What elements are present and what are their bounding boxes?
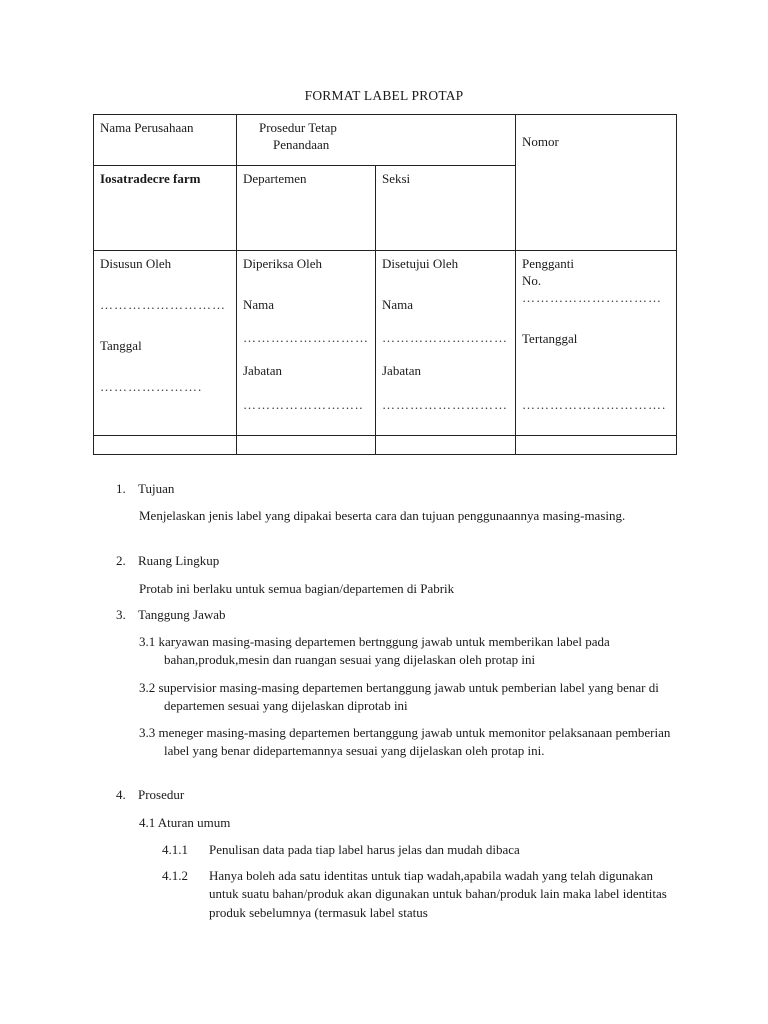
tertanggal-label: Tertanggal xyxy=(522,331,578,347)
departemen-label: Departemen xyxy=(243,171,307,186)
disetujui-nama-line: ……………………… xyxy=(382,330,508,346)
section-2-title: Ruang Lingkup xyxy=(138,553,220,568)
section-2-text: Protab ini berlaku untuk semua bagian/departemen di Pabrik xyxy=(139,581,455,596)
diperiksa-jabatan-label: Jabatan xyxy=(243,363,282,379)
section-3-number: 3. xyxy=(116,607,126,622)
procedure-title-line2: Penandaan xyxy=(273,137,330,153)
section-3-heading xyxy=(116,606,226,624)
pengganti-no-label: No. xyxy=(522,273,542,289)
disusun-label: Disusun Oleh xyxy=(100,256,172,271)
protap-header-table xyxy=(93,114,677,455)
point-4-1-2-text: Hanya boleh ada satu identitas untuk tiap wadah,apabila wadah yang telah digunakan untuk suatu bahan/produk akan digunakan untuk bahan/produk lain maka label identitas produk sebelumnya (termasuk label status xyxy=(209,868,667,920)
section-4-number: 4. xyxy=(116,787,126,802)
section-1-title: Tujuan xyxy=(138,481,175,496)
tanggal-label: Tanggal xyxy=(100,338,142,354)
departemen-cell xyxy=(237,166,376,251)
empty-cell-4 xyxy=(516,436,677,455)
section-3-item-3-text: 3.3 meneger masing-masing departemen bertanggung jawab untuk memonitor pelaksanaan pemberian label yang benar didepartemannya sesuai yang dijelaskan oleh protap ini. xyxy=(139,725,671,759)
disetujui-label: Disetujui Oleh xyxy=(382,256,459,271)
pengganti-cell xyxy=(516,251,677,436)
section-4-title: Prosedur xyxy=(138,787,185,802)
section-1-heading xyxy=(116,480,174,498)
section-3-item-1-text: 3.1 karyawan masing-masing departemen bertnggung jawab untuk memberikan label pada bahan,produk,mesin dan ruangan sesuai yang dijelaskan oleh protap ini xyxy=(139,634,610,668)
procedure-title-line1: Prosedur Tetap xyxy=(259,120,337,135)
company-label-cell xyxy=(94,115,237,166)
disetujui-cell xyxy=(376,251,516,436)
tertanggal-line: …………………………. xyxy=(522,396,667,412)
point-4-1-2 xyxy=(162,867,682,920)
point-4-1-1-text: Penulisan data pada tiap label harus jelas dan mudah dibaca xyxy=(209,842,520,857)
section-1-number: 1. xyxy=(116,481,126,496)
procedure-title-cell xyxy=(237,115,516,166)
point-4-1-1 xyxy=(162,841,682,859)
company-name-cell xyxy=(94,166,237,251)
diperiksa-jabatan-line: …………………….. xyxy=(243,396,364,412)
diperiksa-label: Diperiksa Oleh xyxy=(243,256,323,271)
empty-cell-1 xyxy=(94,436,237,455)
empty-cell-3 xyxy=(376,436,516,455)
section-2-heading xyxy=(116,552,219,570)
section-3-item-2-text: 3.2 supervisior masing-masing departemen bertanggung jawab untuk pemberian label yang benar di departemen sesuai yang dijelaskan diprotab ini xyxy=(139,680,659,714)
disetujui-jabatan-line: ……………………… xyxy=(382,396,508,412)
company-label: Nama Perusahaan xyxy=(100,120,194,135)
section-1-text: Menjelaskan jenis label yang dipakai beserta cara dan tujuan penggunaannya masing-masing. xyxy=(139,508,626,523)
section-4-heading xyxy=(116,786,184,804)
tanggal-line: …………………. xyxy=(100,379,203,395)
seksi-label: Seksi xyxy=(382,171,411,186)
point-4-1-2-number: 4.1.2 xyxy=(162,868,188,883)
section-4-subsection-title: 4.1 Aturan umum xyxy=(139,815,231,830)
empty-cell-2 xyxy=(237,436,376,455)
disetujui-jabatan-label: Jabatan xyxy=(382,363,421,379)
disusun-signature-line: ……………………… xyxy=(100,297,226,313)
pengganti-no-line: ………………………… xyxy=(522,290,663,306)
section-3-item-2 xyxy=(139,679,679,716)
disetujui-nama-label: Nama xyxy=(382,297,414,313)
disusun-cell xyxy=(94,251,237,436)
section-2-number: 2. xyxy=(116,553,126,568)
point-4-1-1-number: 4.1.1 xyxy=(162,842,188,857)
nomor-cell xyxy=(516,115,677,251)
section-3-item-3 xyxy=(139,724,679,761)
diperiksa-cell xyxy=(237,251,376,436)
seksi-cell xyxy=(376,166,516,251)
document-title: FORMAT LABEL PROTAP xyxy=(304,88,464,103)
diperiksa-nama-label: Nama xyxy=(243,297,275,313)
nomor-label: Nomor xyxy=(522,134,559,149)
diperiksa-nama-line: ……………………… xyxy=(243,330,369,346)
section-3-item-1 xyxy=(139,633,679,670)
section-3-title: Tanggung Jawab xyxy=(138,607,226,622)
pengganti-label: Pengganti xyxy=(522,256,575,271)
company-name: Iosatradecre farm xyxy=(100,171,201,186)
